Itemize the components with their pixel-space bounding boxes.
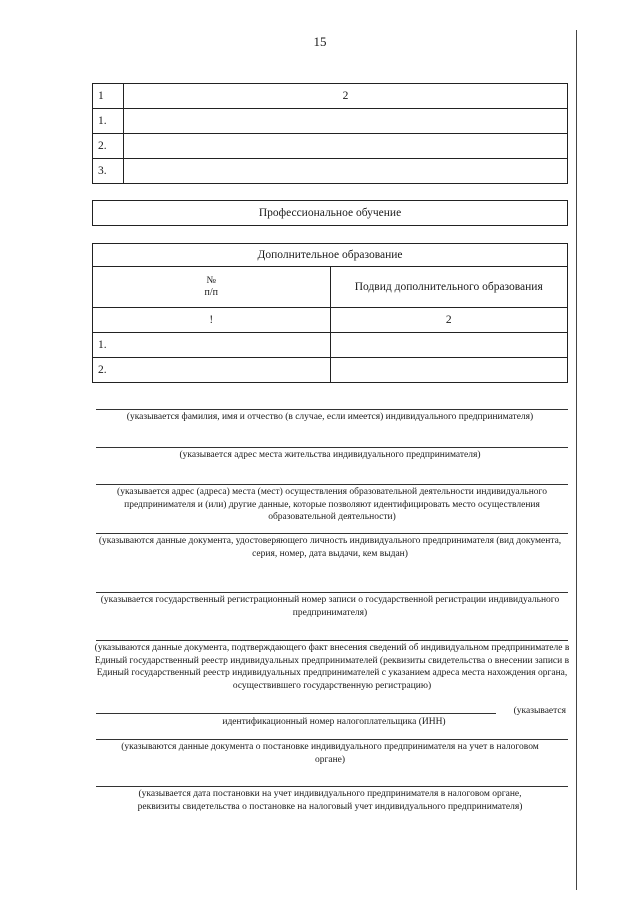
- fill-line-registration-number[interactable]: [96, 592, 568, 593]
- table-row: [93, 134, 568, 159]
- table-row: [93, 358, 568, 383]
- page-number: 15: [313, 34, 327, 49]
- index-col-2: 2: [330, 308, 568, 333]
- label-tax-registration-date: (указывается дата постановки на учет индивидуального предпринимателя в налоговом органе, реквизиты свидетельства о постановке на налоговый учет индивидуального предпринимателя): [137, 789, 523, 812]
- table-row: [93, 159, 568, 184]
- row-cell: [330, 333, 568, 358]
- table-header-row: [93, 267, 568, 308]
- row-number: 2.: [93, 134, 124, 159]
- row-number: 2.: [93, 358, 331, 383]
- row-cell: [124, 134, 568, 159]
- fill-line-residence-address[interactable]: [96, 447, 568, 448]
- label-tax-registration-document: (указываются данные документа о постановке индивидуального предпринимателя на учет в налоговом органе): [121, 742, 539, 765]
- additional-education-table: [92, 243, 568, 383]
- table-row: [93, 333, 568, 358]
- table-index-row: [93, 308, 568, 333]
- header-col-2: 2: [124, 84, 568, 109]
- label-full-name: (указывается фамилия, имя и отчество (в случае, если имеется) индивидуального предпринимателя): [126, 412, 534, 422]
- table-row: [93, 109, 568, 134]
- fill-line-tax-registration-date[interactable]: [96, 786, 568, 787]
- table-title-row: [93, 244, 568, 267]
- professional-training-box: Профессиональное обучение: [92, 200, 568, 226]
- col-number-header: [93, 267, 331, 308]
- fill-line-identity-document[interactable]: [96, 533, 568, 534]
- row-cell: [124, 109, 568, 134]
- label-egrip-document: (указываются данные документа, подтверждающего факт внесения сведений об индивидуальном предпринимателе в Единый государственный реестр индивидуальных предпринимателей (реквизиты свидетельства о внесении записи в Единый государственный реестр индивидуальных предпринимателей с указанием адреса места нахождения органа, осуществившего государственную регистрацию): [94, 643, 570, 691]
- additional-education-title: Дополнительное образование: [93, 244, 568, 267]
- index-col-1: !: [93, 308, 331, 333]
- label-activity-address: (указывается адрес (адреса) места (мест) осуществления образовательной деятельности индивидуального предпринимателя и (или) другие данные, которые позволяют идентифицировать место осуществления образовательной деятельности): [117, 487, 547, 522]
- fill-line-activity-address[interactable]: [96, 484, 568, 485]
- fill-line-tax-registration-document[interactable]: [96, 739, 568, 740]
- label-inn-prefix: (указывается: [513, 706, 566, 716]
- row-number: 1.: [93, 333, 331, 358]
- row-number: 1.: [93, 109, 124, 134]
- label-inn: идентификационный номер налогоплательщика (ИНН): [222, 717, 446, 727]
- row-cell: [330, 358, 568, 383]
- header-col-1: 1: [93, 84, 124, 109]
- label-residence-address: (указывается адрес места жительства индивидуального предпринимателя): [179, 450, 481, 460]
- fill-line-egrip-document[interactable]: [96, 640, 568, 641]
- table-header-row: [93, 84, 568, 109]
- row-cell: [124, 159, 568, 184]
- col-num-sub-label: п/п: [204, 287, 218, 298]
- table-numbered-rows: [92, 83, 568, 184]
- row-number: 3.: [93, 159, 124, 184]
- label-identity-document: (указываются данные документа, удостоверяющего личность индивидуального предпринимателя (вид документа, серия, номер, дата выдачи, кем выдан): [98, 536, 562, 559]
- fill-line-inn[interactable]: [96, 713, 496, 714]
- scan-edge-line: [576, 30, 577, 890]
- fill-line-full-name[interactable]: [96, 409, 568, 410]
- col-num-label: №: [206, 275, 217, 286]
- label-registration-number: (указывается государственный регистрационный номер записи о государственной регистрации индивидуального предпринимателя): [100, 595, 560, 618]
- col-subtype-header: Подвид дополнительного образования: [330, 267, 568, 308]
